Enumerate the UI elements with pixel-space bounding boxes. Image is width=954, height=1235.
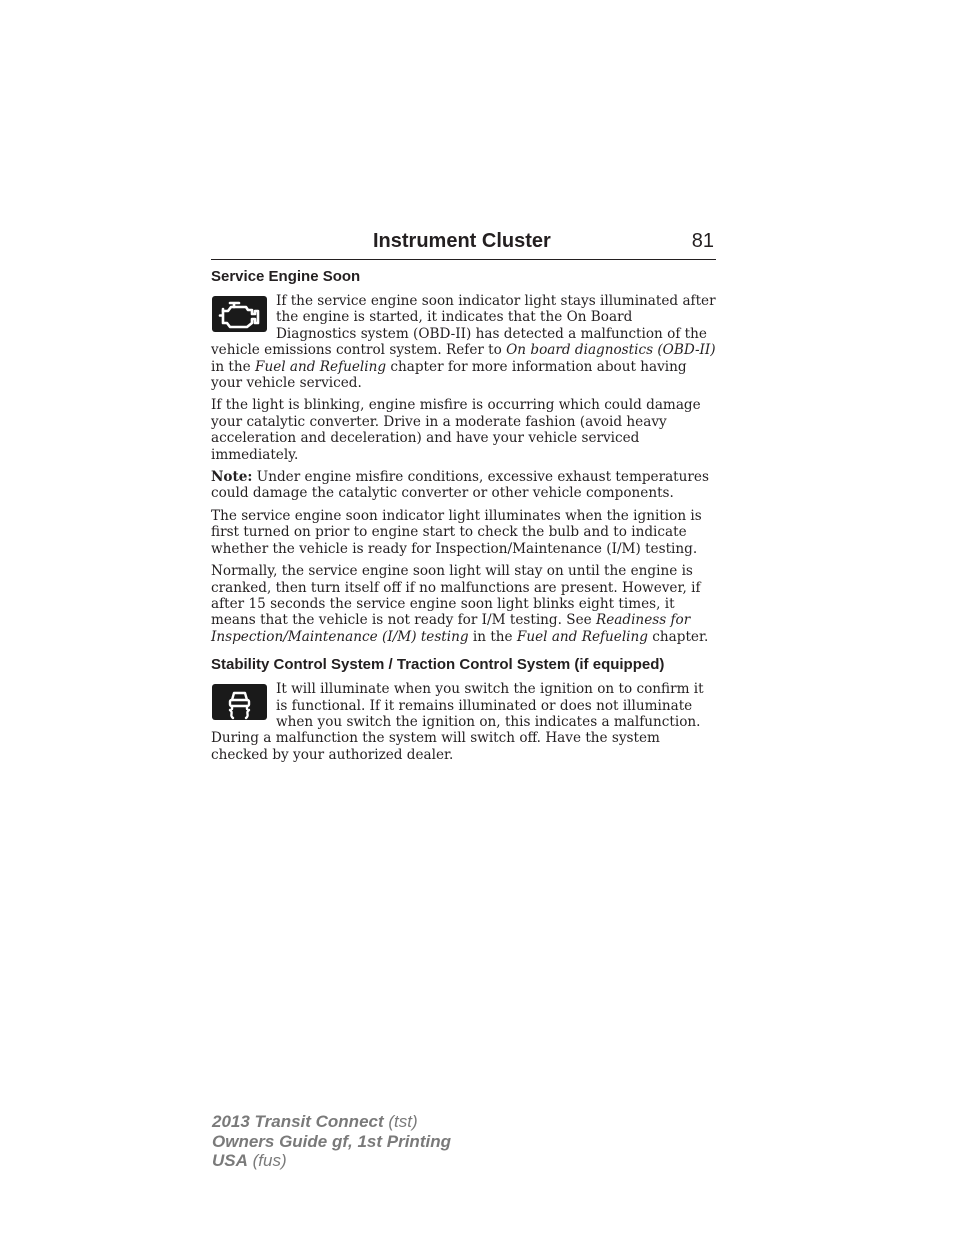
check-engine-icon bbox=[212, 296, 267, 332]
text-run: chapter for more information about having your vehicle serviced. bbox=[211, 358, 687, 392]
footer-line-market bbox=[212, 1151, 451, 1171]
footer-line-model bbox=[212, 1112, 451, 1132]
reference-fuel-chapter: Fuel and Refueling bbox=[516, 628, 648, 645]
text-run: in the bbox=[211, 358, 256, 375]
footer-model: 2013 Transit Connect bbox=[212, 1112, 384, 1131]
section-heading-stability-control: Stability Control System / Traction Control System (if equipped) bbox=[211, 656, 665, 674]
reference-fuel-chapter: Fuel and Refueling bbox=[255, 358, 387, 375]
text-run: If the service engine soon indicator light stays illuminated after the engine is started, it indicates that the On Board Diagnostics system (OBD-II) has detected a malfunction of the vehicle emissions control system. Refer to bbox=[211, 293, 716, 359]
footer-line-guide bbox=[212, 1132, 451, 1152]
footer-guide: Owners Guide gf, 1st Printing bbox=[212, 1131, 451, 1151]
service-engine-paragraph-2: If the light is blinking, engine misfire is occurring which could damage your catalytic converter. Drive in a moderate fashion (avoid heavy acceleration and deceleration) and have your vehicle serviced immediately. bbox=[211, 397, 701, 463]
service-engine-paragraph-1 bbox=[211, 293, 716, 391]
service-engine-paragraph-5 bbox=[211, 563, 716, 645]
page-header bbox=[211, 229, 716, 260]
document-footer bbox=[212, 1112, 451, 1171]
section-heading-service-engine-soon: Service Engine Soon bbox=[211, 268, 361, 285]
stability-control-paragraph: It will illuminate when you switch the ignition on to confirm it is functional. If it remains illuminated or does not illuminate when you switch the ignition on, this indicates a malfunction. During a malfunction the system will switch off. Have the system checked by your authorized dealer. bbox=[211, 681, 704, 763]
footer-market: USA bbox=[212, 1151, 248, 1170]
text-run: chapter. bbox=[647, 628, 709, 645]
text-run: Normally, the service engine soon light will stay on until the engine is cranked, then turn itself off if no malfunctions are present. However, if after 15 seconds the service engine soon light blinks eight times, it means that the vehicle is not ready for I/M testing. See bbox=[211, 563, 701, 629]
footer-market-code: (fus) bbox=[252, 1151, 287, 1170]
reference-obd: On board diagnostics (OBD-II) bbox=[506, 342, 716, 359]
reference-readiness: Readiness for Inspection/Maintenance (I/M) testing bbox=[211, 612, 691, 645]
service-engine-note bbox=[211, 469, 716, 502]
page-title: Instrument Cluster bbox=[373, 230, 551, 252]
text-run: in the bbox=[468, 628, 517, 645]
footer-model-code: (tst) bbox=[388, 1112, 418, 1131]
note-label: Note: bbox=[211, 469, 253, 486]
page-number: 81 bbox=[691, 230, 714, 252]
page-content bbox=[211, 267, 716, 769]
note-text: Under engine misfire conditions, excessive exhaust temperatures could damage the catalytic converter or other vehicle components. bbox=[211, 469, 709, 502]
service-engine-paragraph-4: The service engine soon indicator light illuminates when the ignition is first turned on prior to engine start to check the bulb and to indicate whether the vehicle is ready for Inspection/Maintenance (I/M) testing. bbox=[211, 507, 702, 557]
traction-control-icon bbox=[212, 684, 267, 720]
